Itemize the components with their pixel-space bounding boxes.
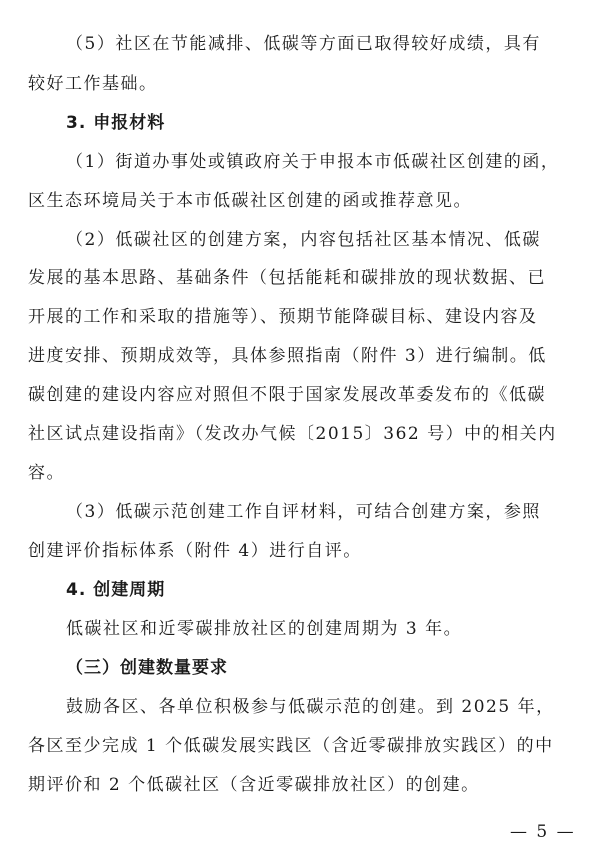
paragraph-line: （1）街道办事处或镇政府关于申报本市低碳社区创建的函， — [66, 152, 560, 172]
paragraph-line: 区生态环境局关于本市低碳社区创建的函或推荐意见。 — [28, 191, 472, 211]
paragraph-line: （2）低碳社区的创建方案，内容包括社区基本情况、低碳 — [66, 230, 541, 250]
paragraph-line: 各区至少完成 1 个低碳发展实践区（含近零碳排放实践区）的中 — [28, 736, 554, 756]
paragraph-line: 创建评价指标体系（附件 4）进行自评。 — [28, 541, 362, 561]
section-heading-application-materials: 3. 申报材料 — [66, 113, 166, 133]
section-heading-quantity-requirements: （三）创建数量要求 — [66, 658, 228, 678]
paragraph-line: 低碳社区和近零碳排放社区的创建周期为 3 年。 — [66, 619, 463, 639]
paragraph-line: 碳创建的建设内容应对照但不限于国家发展改革委发布的《低碳 — [28, 385, 546, 405]
paragraph-line: 容。 — [28, 463, 65, 483]
paragraph-line: 鼓励各区、各单位积极参与低碳示范的创建。到 2025 年， — [66, 697, 555, 717]
paragraph-line: （5）社区在节能减排、低碳等方面已取得较好成绩，具有 — [66, 34, 541, 54]
paragraph-line: （3）低碳示范创建工作自评材料，可结合创建方案，参照 — [66, 502, 541, 522]
paragraph-line: 进度安排、预期成效等，具体参照指南（附件 3）进行编制。低 — [28, 346, 547, 366]
paragraph-line: 开展的工作和采取的措施等）、预期节能降碳目标、建设内容及 — [28, 307, 538, 327]
paragraph-line: 较好工作基础。 — [28, 74, 158, 94]
paragraph-line: 期评价和 2 个低碳社区（含近零碳排放社区）的创建。 — [28, 775, 480, 795]
paragraph-line: 发展的基本思路、基础条件（包括能耗和碳排放的现状数据、已 — [28, 268, 546, 288]
page-number: — 5 — — [510, 822, 576, 842]
paragraph-line: 社区试点建设指南》（发改办气候〔2015〕362 号）中的相关内 — [28, 424, 557, 444]
section-heading-creation-cycle: 4. 创建周期 — [66, 580, 166, 600]
